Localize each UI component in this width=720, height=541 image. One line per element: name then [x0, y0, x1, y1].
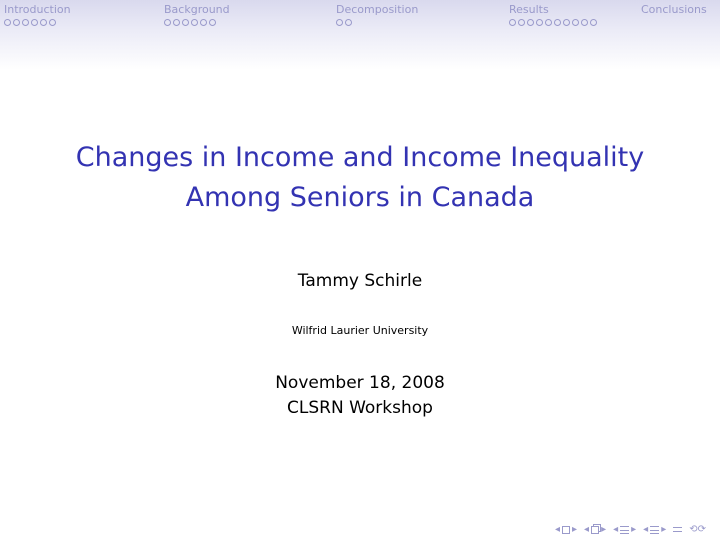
frame-dot[interactable] [164, 19, 171, 26]
nav-label: Decomposition [336, 3, 419, 16]
nav-label: Background [164, 3, 230, 16]
section-nav-icon[interactable]: ◂ ▸ [613, 524, 637, 535]
frame-dot[interactable] [182, 19, 189, 26]
frame-dots [164, 19, 230, 26]
author: Tammy Schirle [297, 271, 423, 291]
frame-dot[interactable] [22, 19, 29, 26]
nav-section-conclusions[interactable] [641, 3, 707, 33]
frame-dot[interactable] [209, 19, 216, 26]
nav-section-introduction[interactable] [4, 3, 71, 33]
nav-label: Conclusions [641, 3, 707, 16]
title-line-2: Among Seniors in Canada [185, 182, 535, 213]
institute: Wilfrid Laurier University [291, 324, 429, 337]
frame-dot[interactable] [173, 19, 180, 26]
presentation-date [0, 371, 720, 421]
frame-dot[interactable] [572, 19, 579, 26]
frame-nav-icon[interactable]: ◂ ▸ [554, 524, 578, 535]
frame-dot[interactable] [31, 19, 38, 26]
frame-dot[interactable] [40, 19, 47, 26]
frame-dot[interactable] [590, 19, 597, 26]
nav-section-background[interactable] [164, 3, 230, 33]
frame-dots [336, 19, 418, 26]
frame-dot[interactable] [563, 19, 570, 26]
title-line-1: Changes in Income and Income Inequality [75, 142, 645, 173]
event-line: CLSRN Workshop [287, 398, 433, 418]
nav-label: Results [509, 3, 549, 16]
frame-dot[interactable] [545, 19, 552, 26]
frame-dot[interactable] [509, 19, 516, 26]
navigation-bar [0, 0, 720, 70]
date-line: November 18, 2008 [275, 373, 445, 393]
nav-section-results[interactable] [509, 3, 597, 33]
frame-dot[interactable] [49, 19, 56, 26]
subsection-nav-icon[interactable]: ◂ ▸ [584, 524, 607, 535]
frame-dot[interactable] [4, 19, 11, 26]
frame-dots [509, 19, 597, 26]
frame-dot[interactable] [191, 19, 198, 26]
frame-dots [4, 19, 71, 26]
beamer-navigation-controls [555, 524, 706, 535]
frame-dot[interactable] [336, 19, 343, 26]
nav-section-decomposition[interactable] [336, 3, 418, 33]
presentation-nav-icon[interactable]: ◂ ▸ [643, 524, 667, 535]
frame-dot[interactable] [345, 19, 352, 26]
frame-dot[interactable] [13, 19, 20, 26]
frame-dot[interactable] [536, 19, 543, 26]
frame-dot[interactable] [581, 19, 588, 26]
search-icon[interactable]: ⟲⟳ [689, 524, 706, 535]
nav-label: Introduction [4, 3, 71, 16]
frame-dot[interactable] [518, 19, 525, 26]
frame-dot[interactable] [554, 19, 561, 26]
frame-dot[interactable] [200, 19, 207, 26]
frame-dot[interactable] [527, 19, 534, 26]
presentation-title [0, 138, 720, 218]
appendix-icon[interactable] [673, 527, 682, 532]
